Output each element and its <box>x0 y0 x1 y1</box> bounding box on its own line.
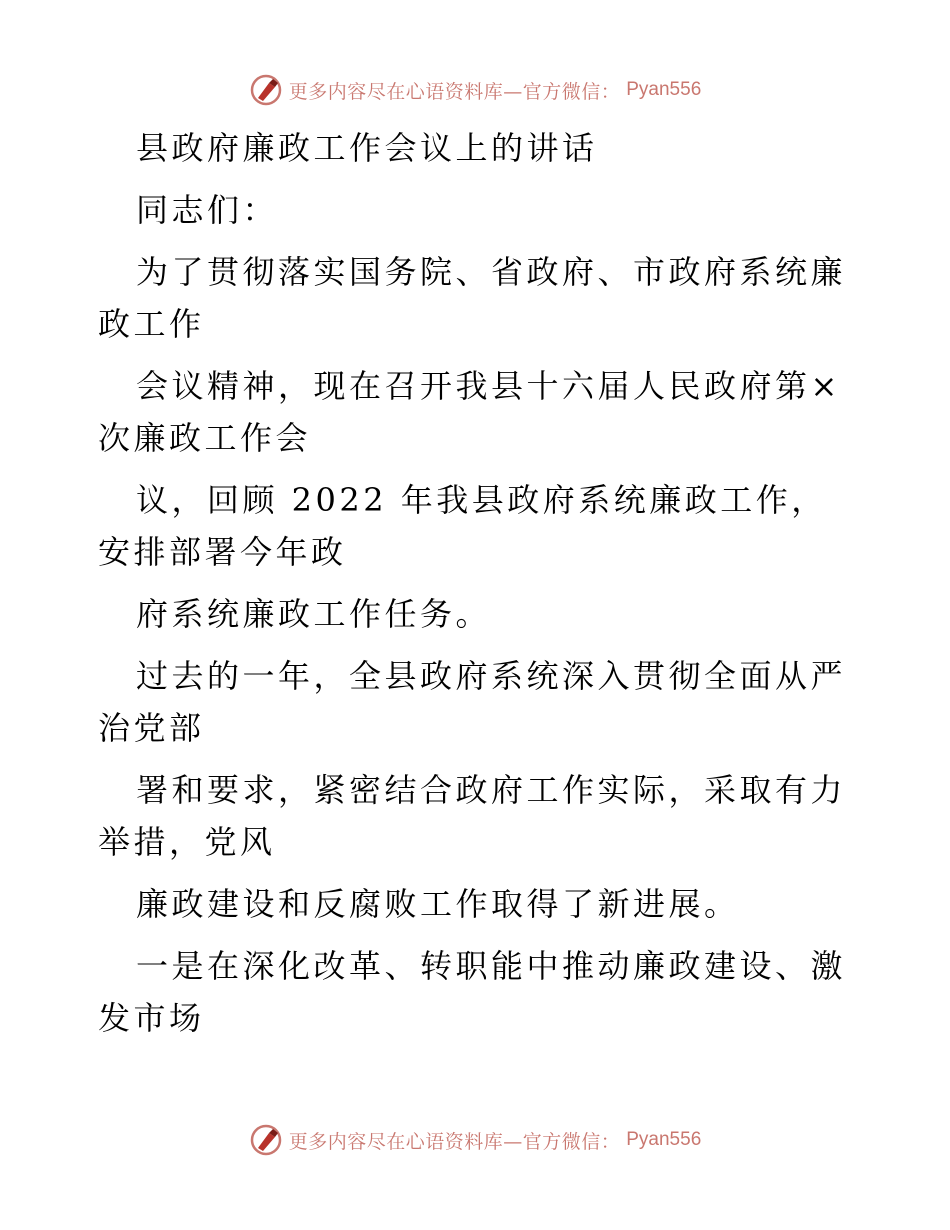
watermark-wechat-id: Pyan556 <box>626 1129 702 1150</box>
paragraph: 议，回顾 2022 年我县政府系统廉政工作，安排部署今年政 <box>98 481 827 571</box>
watermark-wechat-id: Pyan556 <box>626 79 702 100</box>
pen-nib-logo-icon <box>249 1123 283 1157</box>
paragraph: 会议精神，现在召开我县十六届人民政府第×次廉政工作会 <box>98 367 841 457</box>
paragraph: 过去的一年，全县政府系统深入贯彻全面从严治党部 <box>98 657 847 747</box>
pen-nib-logo-icon <box>249 73 283 107</box>
paragraph: 廉政建设和反腐败工作取得了新进展。 <box>136 885 740 923</box>
document-title: 县政府廉政工作会议上的讲话 <box>136 129 598 167</box>
paragraph: 一是在深化改革、转职能中推动廉政建设、激发市场 <box>98 947 847 1037</box>
paragraph: 府系统廉政工作任务。 <box>136 595 492 633</box>
document-body <box>98 122 854 1054</box>
salutation: 同志们： <box>136 191 279 229</box>
watermark-text: 更多内容尽在心语资料库—官方微信： <box>288 1130 621 1153</box>
footer-watermark <box>0 1122 950 1158</box>
paragraph: 为了贯彻落实国务院、省政府、市政府系统廉政工作 <box>98 253 847 343</box>
header-watermark <box>0 72 950 108</box>
watermark-text: 更多内容尽在心语资料库—官方微信： <box>288 80 621 103</box>
paragraph: 署和要求，紧密结合政府工作实际，采取有力举措，党风 <box>98 771 847 861</box>
